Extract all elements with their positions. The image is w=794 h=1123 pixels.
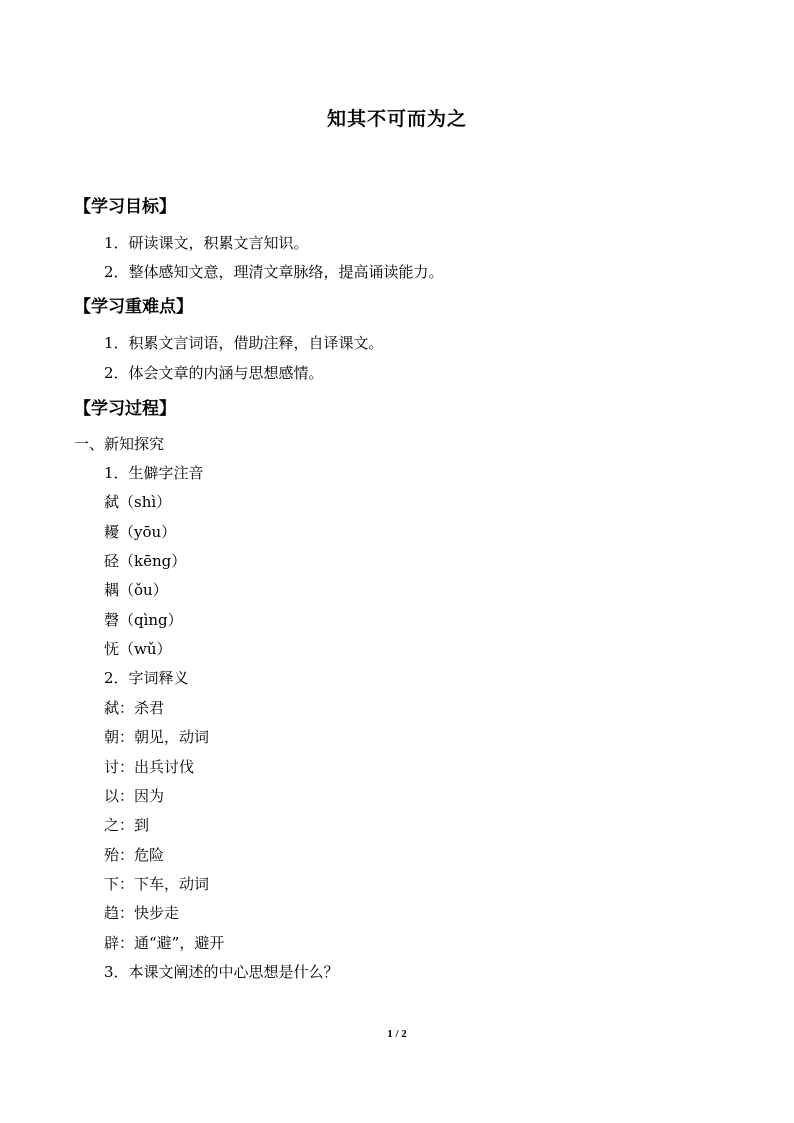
definition-item: 以：因为: [104, 787, 165, 805]
question-1-heading: 1．生僻字注音: [104, 464, 204, 482]
definition-item: 辟：通“避”，避开: [104, 934, 225, 952]
section-heading-process: 【学习过程】: [74, 399, 176, 419]
pronunciation-item: 硁（kēng）: [104, 552, 187, 570]
part-heading-new-knowledge: 一、新知探究: [74, 435, 165, 453]
pronunciation-item: 耦（ǒu）: [104, 581, 168, 599]
pronunciation-item: 磬（qìng）: [104, 611, 183, 629]
objective-item-2: 2．整体感知文意，理清文章脉络，提高诵读能力。: [104, 263, 444, 281]
pronunciation-item: 耰（yōu）: [104, 523, 177, 541]
keypoint-item-1: 1．积累文言词语，借助注释，自译课文。: [104, 334, 384, 352]
question-2-heading: 2．字词释义: [104, 669, 189, 687]
definition-item: 之：到: [104, 816, 150, 834]
document-title: 知其不可而为之: [326, 108, 467, 130]
pronunciation-item: 怃（wǔ）: [104, 640, 172, 658]
definition-item: 趋：快步走: [104, 904, 180, 922]
definition-item: 讨：出兵讨伐: [104, 758, 195, 776]
section-heading-objectives: 【学习目标】: [74, 197, 176, 217]
page-number: 1 / 2: [387, 1028, 407, 1040]
definition-item: 弑：杀君: [104, 699, 165, 717]
definition-item: 下：下车，动词: [104, 875, 210, 893]
definition-item: 殆：危险: [104, 846, 165, 864]
objective-item-1: 1．研读课文，积累文言知识。: [104, 234, 309, 252]
pronunciation-item: 弑（shì）: [104, 493, 172, 511]
definition-item: 朝：朝见，动词: [104, 728, 210, 746]
section-heading-keypoints: 【学习重难点】: [74, 297, 193, 317]
keypoint-item-2: 2．体会文章的内涵与思想感情。: [104, 364, 324, 382]
question-3-heading: 3．本课文阐述的中心思想是什么？: [104, 963, 339, 981]
